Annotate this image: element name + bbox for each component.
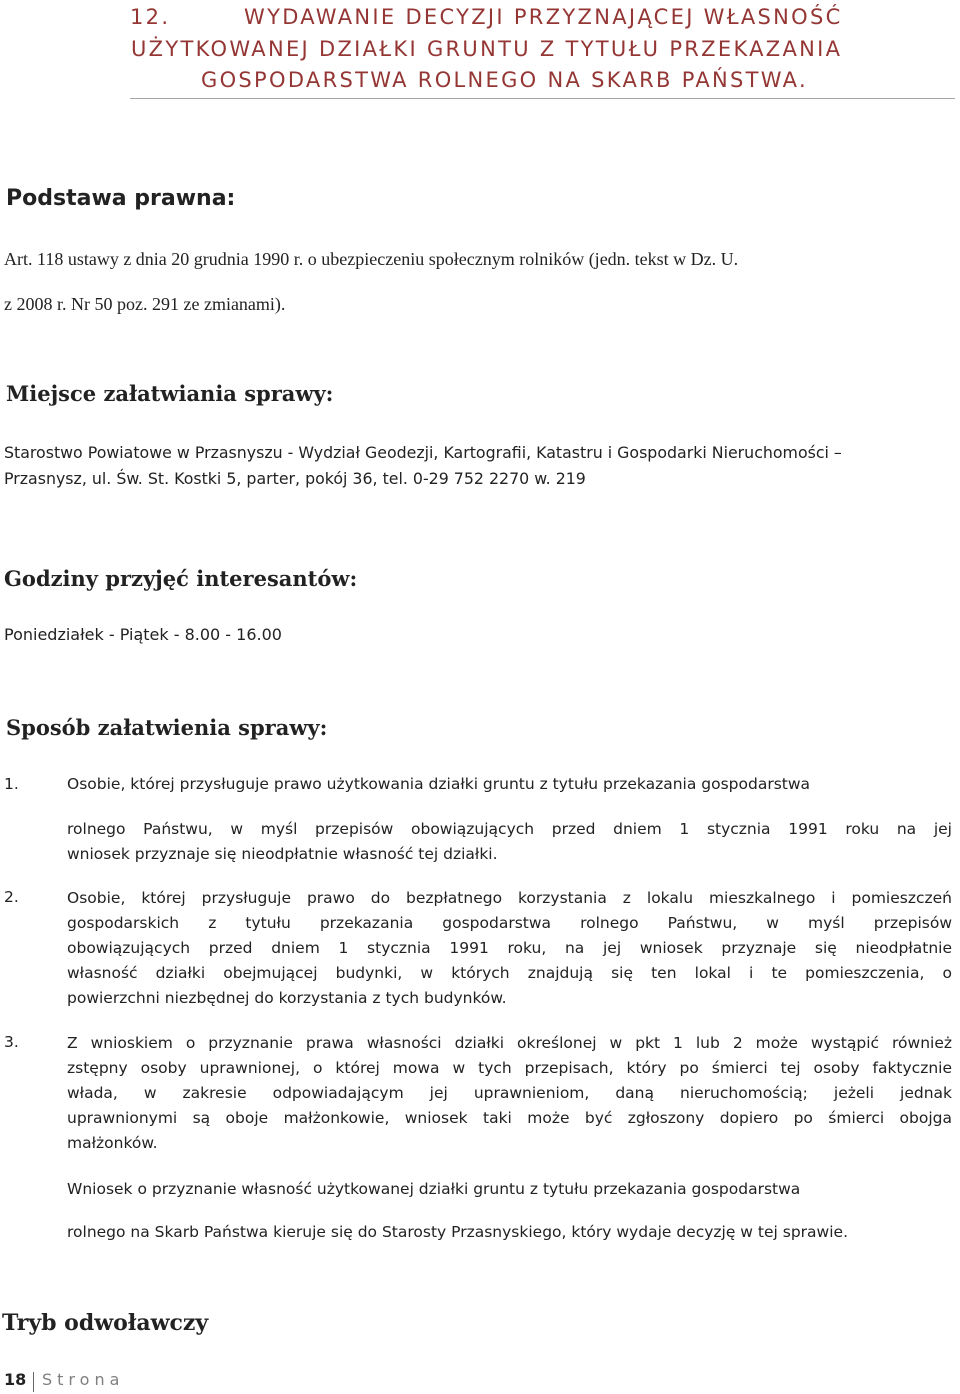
hours-text: Poniedziałek - Piątek - 8.00 - 16.00	[4, 625, 282, 644]
list-number-3: 3.	[4, 1033, 19, 1051]
item-2-text: Osobie, której przysługuje prawo do bezpłatnego korzystania z lokalu mieszkalnego i pomieszczeń gospodarskich z tytułu przekazania gospodarstwa rolnego Państwu, w myśl przepisów obowiązujących przed dniem 1 stycznia 1991 roku, na jej wniosek przyznaje się nieodpłatnie własność działki obejmującej budynki, w których znajdują się ten lokal i te pomieszczenia, o powierzchni niezbędnej do korzystania z tych budynków.	[67, 889, 952, 1007]
place-line-1: Starostwo Powiatowe w Przasnyszu - Wydział Geodezji, Kartografii, Katastru i Gospodarki Nieruchomości –	[4, 443, 842, 462]
title-number: 12.	[130, 5, 171, 29]
item-1-text: rolnego Państwu, w myśl przepisów obowiązujących przed dniem 1 stycznia 1991 roku na jej wniosek przyznaje się nieodpłatnie własność tej działki.	[67, 820, 952, 863]
closing-line-2: rolnego na Skarb Państwa kieruje się do Starosty Przasnyskiego, który wydaje decyzję w tej sprawie.	[67, 1223, 848, 1241]
list-number-2: 2.	[4, 888, 19, 906]
title-underline	[130, 98, 955, 99]
legal-basis-heading: Podstawa prawna:	[6, 186, 236, 211]
title-line-3: GOSPODARSTWA ROLNEGO NA SKARB PAŃSTWA.	[201, 68, 808, 92]
legal-basis-line-1: Art. 118 ustawy z dnia 20 grudnia 1990 r. o ubezpieczeniu społecznym rolników (jedn. tekst w Dz. U.	[4, 249, 739, 269]
item-1-first-line: Osobie, której przysługuje prawo użytkowania działki gruntu z tytułu przekazania gospodarstwa	[67, 775, 811, 793]
title-line-2: UŻYTKOWANEJ DZIAŁKI GRUNTU Z TYTUŁU PRZEKAZANIA	[131, 37, 843, 61]
page-number: 18	[4, 1370, 27, 1389]
item-3-text: Z wnioskiem o przyznanie prawa własności działki określonej w pkt 1 lub 2 może wystąpić również zstępny osoby uprawnionej, o której mowa w tych przepisach, który po śmierci tej osoby faktycznie włada, w zakresie odpowiadającym jej uprawnieniom, daną nieruchomością; jeżeli jednak uprawnionymi są oboje małżonkowie, wniosek taki może być zgłoszony dopiero po śmierci obojga małżonków.	[67, 1034, 952, 1152]
place-heading: Miejsce załatwiania sprawy:	[6, 381, 334, 406]
place-line-2: Przasnysz, ul. Św. St. Kostki 5, parter, pokój 36, tel. 0-29 752 2270 w. 219	[4, 469, 586, 488]
footer-separator	[33, 1372, 34, 1392]
list-number-1: 1.	[4, 775, 19, 793]
footer-page-label: Strona	[42, 1370, 125, 1389]
hours-heading: Godziny przyjęć interesantów:	[4, 566, 358, 591]
legal-basis-line-2: z 2008 r. Nr 50 poz. 291 ze zmianami).	[4, 294, 286, 314]
closing-line-1: Wniosek o przyznanie własność użytkowanej działki gruntu z tytułu przekazania gospodarstwa	[67, 1180, 801, 1198]
method-heading: Sposób załatwienia sprawy:	[6, 715, 328, 740]
appeal-heading: Tryb odwoławczy	[2, 1310, 209, 1336]
title-line-1: WYDAWANIE DECYZJI PRZYZNAJĄCEJ WŁASNOŚĆ	[244, 5, 843, 29]
